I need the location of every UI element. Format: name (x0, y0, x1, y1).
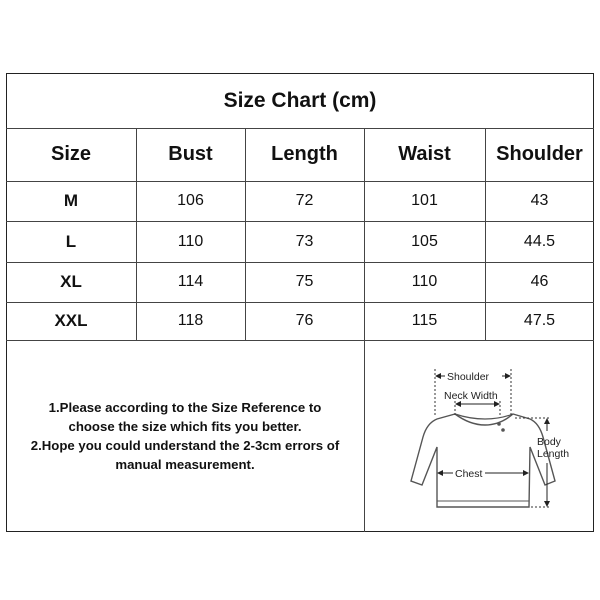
row-xxl-bust: 118 (177, 312, 204, 329)
note-line: choose the size which fits you better. (68, 419, 302, 434)
chart-title: Size Chart (cm) (223, 89, 377, 112)
note-line: 2.Hope you could understand the 2-3cm errors of (30, 438, 340, 453)
body-length-label: Length (537, 448, 570, 460)
row-xl-length: 75 (295, 273, 314, 290)
row-xl-shoulder: 46 (530, 273, 549, 290)
neckline (455, 414, 513, 419)
row-m-bust: 106 (177, 192, 204, 209)
chest-label: Chest (455, 468, 483, 480)
row-l-waist: 105 (411, 232, 438, 250)
row-m-size: M (63, 191, 79, 210)
note-line: 1.Please according to the Size Reference to (48, 400, 322, 415)
button-icon (497, 422, 501, 426)
header-size: Size (50, 143, 92, 165)
header-length: Length (271, 143, 338, 165)
header-shoulder: Shoulder (496, 143, 583, 165)
shoulder-label: Shoulder (447, 371, 490, 383)
row-l-bust: 110 (177, 232, 204, 250)
sweater-outline (411, 414, 555, 507)
row-m-waist: 101 (411, 192, 438, 209)
row-xl-size: XL (60, 272, 82, 291)
row-xxl-shoulder: 47.5 (523, 312, 556, 329)
row-xl-waist: 110 (411, 273, 438, 290)
neck-width-label: Neck Width (444, 390, 498, 402)
row-m-length: 72 (295, 192, 314, 209)
row-xxl-waist: 115 (411, 312, 438, 329)
row-l-size: L (65, 231, 77, 251)
row-m-shoulder: 43 (530, 192, 549, 209)
header-waist: Waist (398, 143, 451, 165)
sweater-diagram-svg (365, 341, 593, 531)
size-notes (6, 340, 364, 532)
button-icon (501, 428, 505, 432)
body-length-label: Body (537, 436, 561, 448)
header-bust: Bust (168, 143, 213, 165)
row-xxl-length: 76 (295, 312, 314, 329)
row-xl-bust: 114 (177, 273, 204, 290)
measurement-diagram (365, 341, 593, 531)
row-l-length: 73 (295, 232, 314, 250)
note-line: manual measurement. (115, 457, 255, 472)
row-xxl-size: XXL (54, 311, 88, 330)
row-l-shoulder: 44.5 (523, 232, 556, 250)
